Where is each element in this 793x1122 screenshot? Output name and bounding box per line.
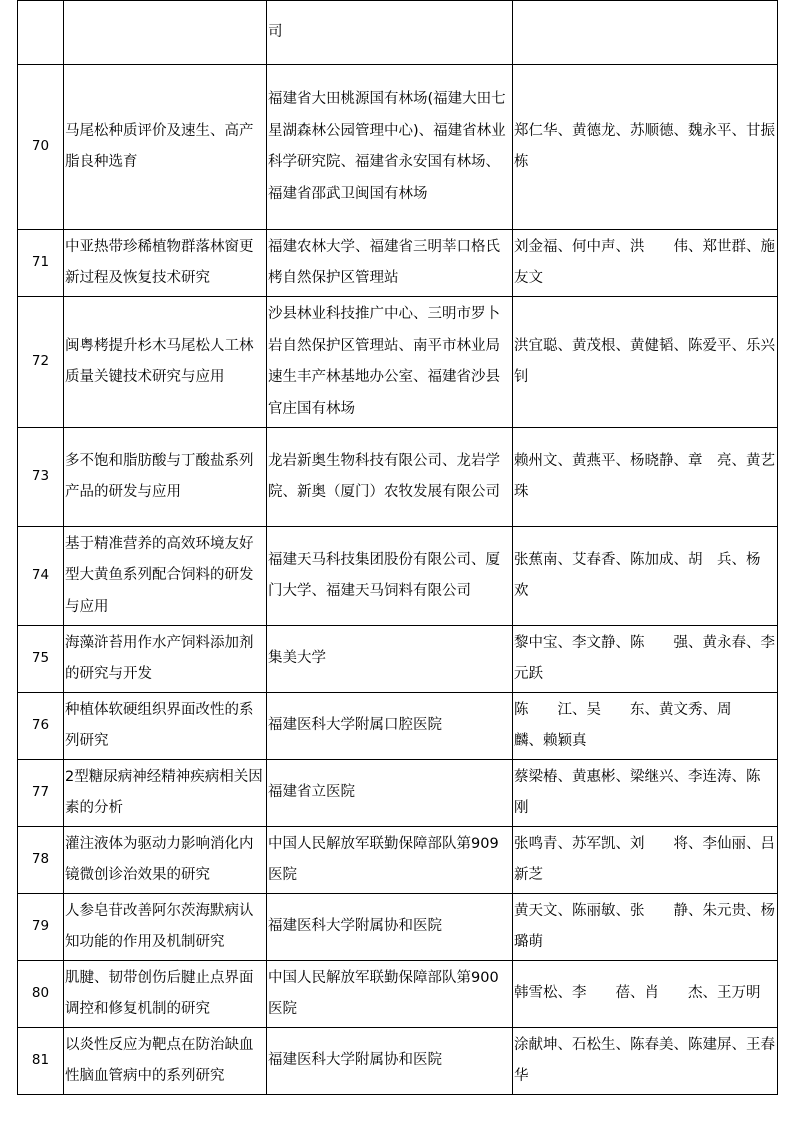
cell-number: 72 [18,297,64,428]
cell-project-title: 多不饱和脂肪酸与丁酸盐系列产品的研发与应用 [64,428,267,527]
cell-unit: 沙县林业科技推广中心、三明市罗卜岩自然保护区管理站、南平市林业局速生丰产林基地办公室、福建省沙县官庄国有林场 [267,297,513,428]
cell-number: 81 [18,1028,64,1095]
cell-number [18,1,64,65]
cell-people: 陈 江、吴 东、黄文秀、周 麟、赖颖真 [513,693,778,760]
cell-unit: 司 [267,1,513,65]
cell-people: 赖州文、黄燕平、杨晓静、章 亮、黄艺珠 [513,428,778,527]
cell-number: 79 [18,894,64,961]
cell-project-title: 灌注液体为驱动力影响消化内镜微创诊治效果的研究 [64,827,267,894]
cell-number: 78 [18,827,64,894]
cell-unit: 福建医科大学附属协和医院 [267,894,513,961]
award-table [17,0,790,1095]
cell-people: 黎中宝、李文静、陈 强、黄永春、李元跃 [513,626,778,693]
cell-number: 77 [18,760,64,827]
cell-unit: 福建省大田桃源国有林场(福建大田七星湖森林公园管理中心)、福建省林业科学研究院、福建省永安国有林场、福建省邵武卫闽国有林场 [267,65,513,230]
cell-unit: 福建农林大学、福建省三明莘口格氏栲自然保护区管理站 [267,230,513,297]
cell-unit: 福建省立医院 [267,760,513,827]
table-row-continued [18,1,778,65]
cell-people: 蔡梁椿、黄惠彬、梁继兴、李连涛、陈 刚 [513,760,778,827]
cell-number: 75 [18,626,64,693]
table-row [18,827,778,894]
cell-number: 73 [18,428,64,527]
cell-people: 涂献坤、石松生、陈春美、陈建屏、王春华 [513,1028,778,1095]
cell-number: 76 [18,693,64,760]
cell-people: 韩雪松、李 蓓、肖 杰、王万明 [513,961,778,1028]
award-table-body [18,1,790,1095]
cell-project-title: 种植体软硬组织界面改性的系列研究 [64,693,267,760]
cell-people: 郑仁华、黄德龙、苏顺德、魏永平、甘振栋 [513,65,778,230]
table-row [18,297,778,428]
table-row [18,428,778,527]
cell-unit: 福建医科大学附属协和医院 [267,1028,513,1095]
cell-number: 74 [18,527,64,626]
table-row [18,527,778,626]
table-row [18,230,778,297]
cell-people: 张蕉南、艾春香、陈加成、胡 兵、杨 欢 [513,527,778,626]
cell-project-title: 马尾松种质评价及速生、高产脂良种选育 [64,65,267,230]
table-row [18,626,778,693]
table-row [18,1028,778,1095]
cell-project-title: 中亚热带珍稀植物群落林窗更新过程及恢复技术研究 [64,230,267,297]
cell-unit: 集美大学 [267,626,513,693]
table-row [18,894,778,961]
cell-project-title: 肌腱、韧带创伤后腱止点界面调控和修复机制的研究 [64,961,267,1028]
cell-unit: 中国人民解放军联勤保障部队第909医院 [267,827,513,894]
table-row [18,65,778,230]
cell-project-title: 海藻浒苔用作水产饲料添加剂的研究与开发 [64,626,267,693]
cell-number: 71 [18,230,64,297]
table-row [18,760,778,827]
cell-people: 洪宜聪、黄茂根、黄健韬、陈爱平、乐兴钊 [513,297,778,428]
table-row [18,961,778,1028]
cell-project-title: 基于精准营养的高效环境友好型大黄鱼系列配合饲料的研发与应用 [64,527,267,626]
cell-unit: 福建医科大学附属口腔医院 [267,693,513,760]
cell-people: 张鸣青、苏军凯、刘 将、李仙丽、吕新芝 [513,827,778,894]
cell-project-title: 2型糖尿病神经精神疾病相关因素的分析 [64,760,267,827]
cell-project-title: 以炎性反应为靶点在防治缺血性脑血管病中的系列研究 [64,1028,267,1095]
cell-people: 黄天文、陈丽敏、张 静、朱元贵、杨璐萌 [513,894,778,961]
cell-people [513,1,778,65]
cell-unit: 福建天马科技集团股份有限公司、厦门大学、福建天马饲料有限公司 [267,527,513,626]
cell-project-title: 闽粤栲提升杉木马尾松人工林质量关键技术研究与应用 [64,297,267,428]
cell-unit: 龙岩新奥生物科技有限公司、龙岩学院、新奥（厦门）农牧发展有限公司 [267,428,513,527]
cell-project-title [64,1,267,65]
table-row [18,693,778,760]
cell-unit: 中国人民解放军联勤保障部队第900医院 [267,961,513,1028]
cell-number: 70 [18,65,64,230]
cell-project-title: 人参皂苷改善阿尔茨海默病认知功能的作用及机制研究 [64,894,267,961]
cell-number: 80 [18,961,64,1028]
cell-people: 刘金福、何中声、洪 伟、郑世群、施友文 [513,230,778,297]
